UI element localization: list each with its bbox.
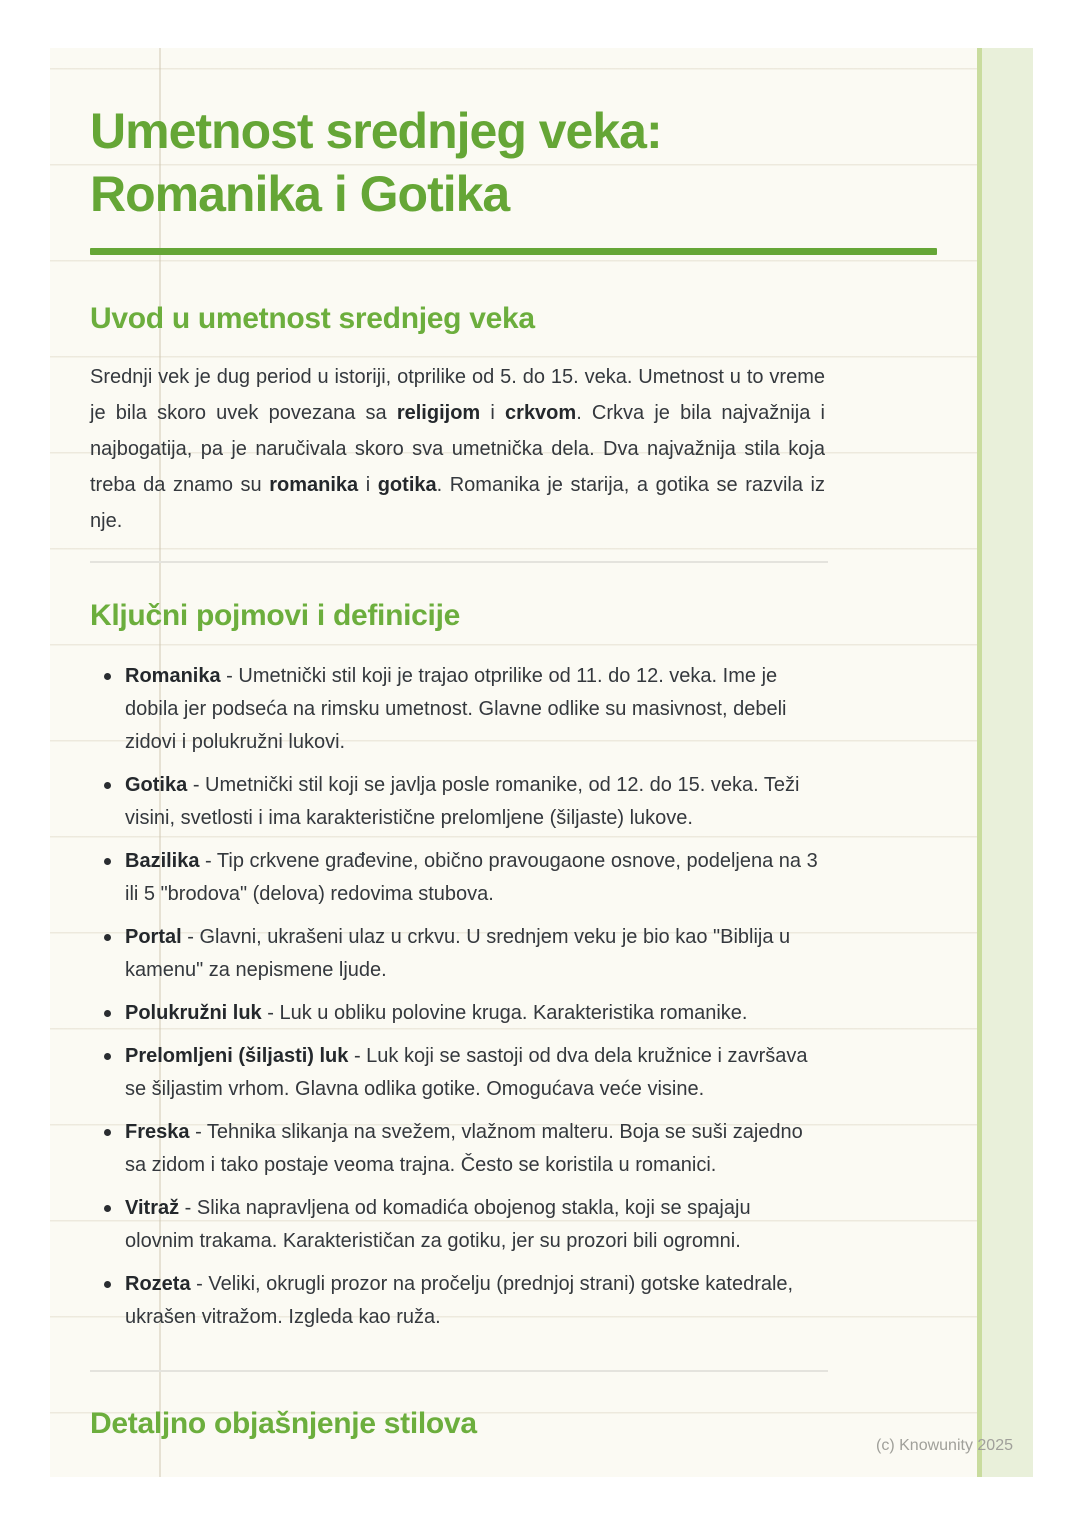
term-description: - Luk koji se sastoji od dva dela kružnice i završava se šiljastim vrhom. Glavna odlika gotike. Omogućava veće visine. xyxy=(125,1045,808,1100)
intro-segment: Srednji vek je dug period u istoriji, otprilike od 5. do 15. veka. Umetnost u to vreme je bila skoro uvek povezana sa xyxy=(90,366,825,424)
key-terms-list xyxy=(90,660,825,1334)
notes-page xyxy=(50,48,977,1477)
term-label: Prelomljeni (šiljasti) luk xyxy=(125,1045,349,1067)
term-label: Portal xyxy=(125,926,182,948)
list-item-freska xyxy=(90,1116,825,1182)
page-title xyxy=(90,100,925,226)
list-item-prelomljeni-luk xyxy=(90,1040,825,1106)
term-description: - Umetnički stil koji je trajao otprilike od 11. do 12. veka. Ime je dobila jer podseća na rimsku umetnost. Glavne odlike su masivnost, debeli zidovi i polukružni lukovi. xyxy=(125,665,787,753)
term-label: Polukružni luk xyxy=(125,1002,262,1024)
term-label: Bazilika xyxy=(125,850,200,872)
list-item-vitraz xyxy=(90,1192,825,1258)
copyright-footer: (c) Knowunity 2025 xyxy=(876,1437,1013,1454)
term-description: - Umetnički stil koji se javlja posle romanike, od 12. do 15. veka. Teži visini, svetlosti i ima karakteristične prelomljene (šiljaste) lukove. xyxy=(125,774,800,829)
term-description: - Tip crkvene građevine, obično pravougaone osnove, podeljena na 3 ili 5 "brodova" (delova) redovima stubova. xyxy=(125,850,818,905)
section-divider xyxy=(90,561,828,563)
right-accent-bar xyxy=(977,48,1033,1477)
term-label: Vitraž xyxy=(125,1197,180,1219)
term-description: - Glavni, ukrašeni ulaz u crkvu. U srednjem veku je bio kao "Biblija u kamenu" za nepismene ljude. xyxy=(125,926,791,981)
intro-bold-crkvom: crkvom xyxy=(505,402,577,424)
section-divider xyxy=(90,1370,828,1372)
list-item-bazilika xyxy=(90,845,825,911)
page-title-line1: Umetnost srednjeg veka: xyxy=(90,103,662,159)
page-content xyxy=(50,48,977,1442)
intro-paragraph xyxy=(90,359,825,539)
intro-segment: i xyxy=(358,474,378,496)
intro-bold-religijom: religijom xyxy=(396,402,481,424)
term-label: Rozeta xyxy=(125,1273,191,1295)
list-item-romanika xyxy=(90,660,825,759)
section-heading-detaljno: Detaljno objašnjenje stilova xyxy=(90,1407,477,1440)
term-label: Romanika xyxy=(125,665,221,687)
intro-segment: . Romanika je starija, a gotika se razvila iz nje. xyxy=(90,474,825,532)
term-description: - Slika napravljena od komadića obojenog stakla, koji se spajaju olovnim trakama. Karakterističan za gotiku, jer su prozori bili ogromni. xyxy=(125,1197,751,1252)
intro-bold-romanika: romanika xyxy=(269,474,359,496)
title-underline-rule xyxy=(90,248,937,255)
intro-segment: i xyxy=(480,402,506,424)
term-description: - Tehnika slikanja na svežem, vlažnom malteru. Boja se suši zajedno sa zidom i tako postaje veoma trajna. Često se koristila u romanici. xyxy=(125,1121,803,1176)
list-item-portal xyxy=(90,921,825,987)
section-heading-uvod: Uvod u umetnost srednjeg veka xyxy=(90,302,535,335)
list-item-rozeta xyxy=(90,1268,825,1334)
term-label: Gotika xyxy=(125,774,188,796)
list-item-polukruzni-luk xyxy=(90,997,825,1030)
term-description: - Luk u obliku polovine kruga. Karakteristika romanike. xyxy=(267,1002,748,1024)
term-description: - Veliki, okrugli prozor na pročelju (prednjoj strani) gotske katedrale, ukrašen vitražom. Izgleda kao ruža. xyxy=(125,1273,794,1328)
page-title-line2: Romanika i Gotika xyxy=(90,166,510,222)
section-heading-pojmovi: Ključni pojmovi i definicije xyxy=(90,599,460,632)
list-item-gotika xyxy=(90,769,825,835)
intro-segment: . Crkva je bila najvažnija i najbogatija, pa je naručivala skoro sva umetnička dela. Dva najvažnija stila koja treba da znamo su xyxy=(90,402,825,496)
term-label: Freska xyxy=(125,1121,190,1143)
intro-bold-gotika: gotika xyxy=(377,474,437,496)
